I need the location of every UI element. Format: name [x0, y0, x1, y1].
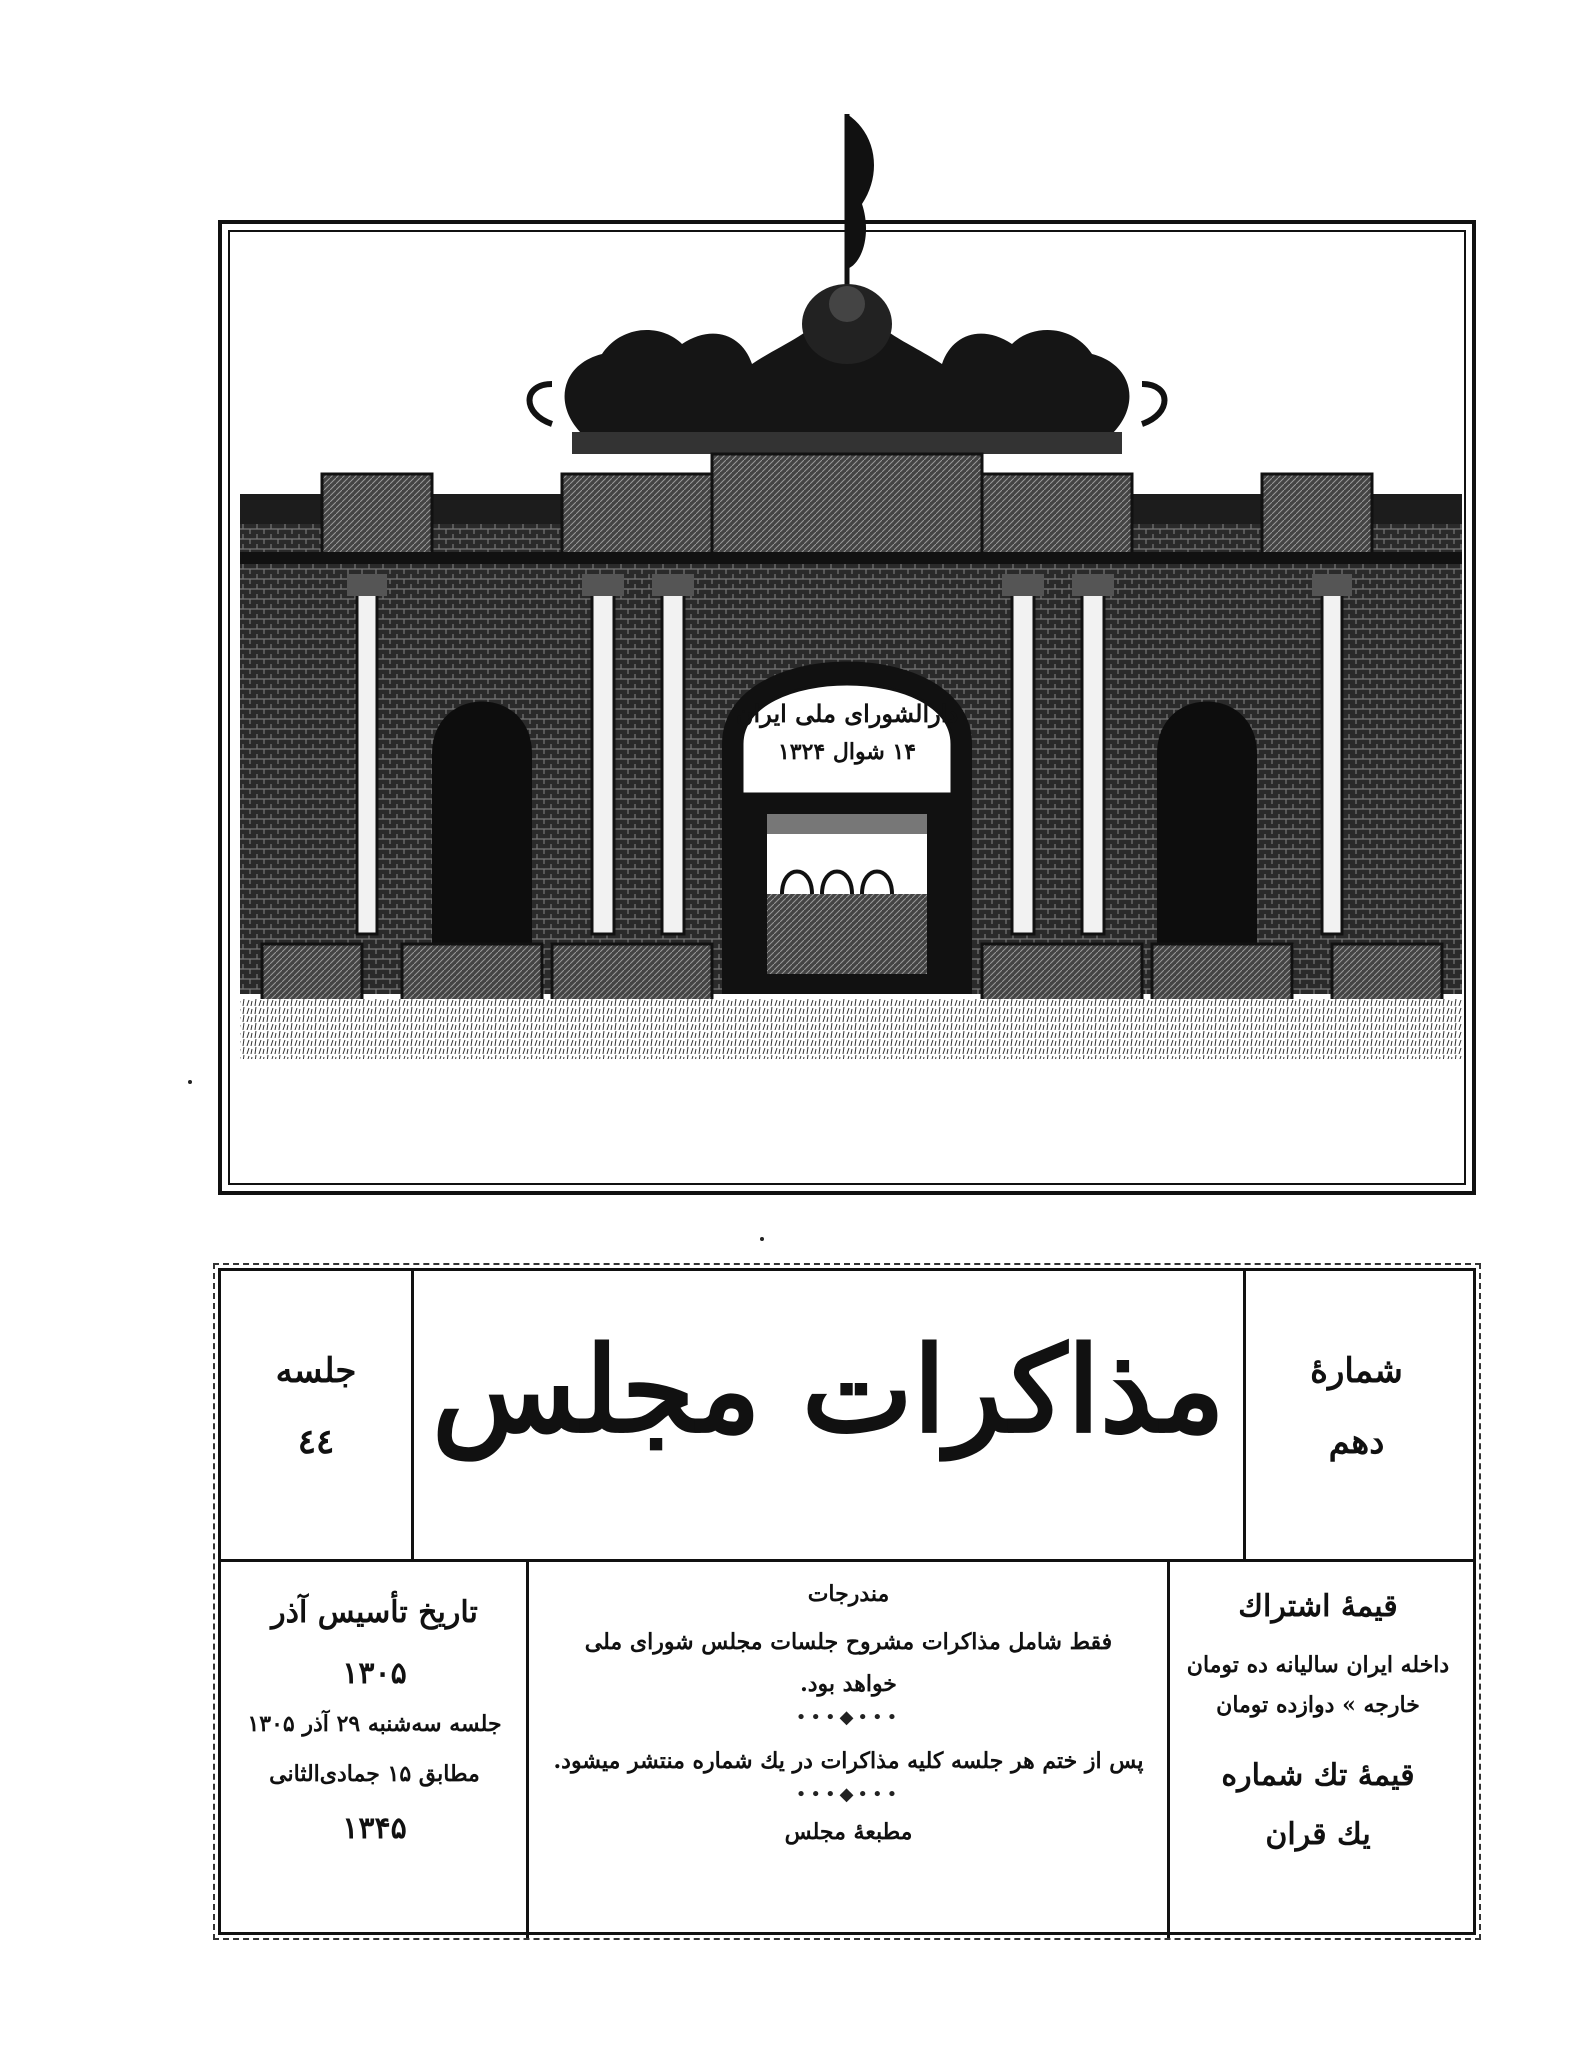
masthead-table — [218, 1268, 1476, 1935]
contents-heading: مندرجات — [807, 1581, 890, 1607]
session-value: ٤٤ — [297, 1421, 335, 1462]
price-heading: قیمهٔ اشتراك — [1238, 1589, 1398, 1624]
gate-inscription-line2: ۱۴ شوال ۱۳۲۴ — [777, 739, 917, 765]
session-date: جلسه سه‌شنبه ۲۹ آذر ۱۳۰۵ — [247, 1711, 502, 1737]
gate-illustration — [222, 94, 1480, 1199]
issue-label: شمارهٔ — [1310, 1351, 1403, 1391]
contents-line2: خواهد بود. — [800, 1671, 897, 1697]
price-domestic: داخله ایران سالیانه ده تومان — [1186, 1652, 1450, 1678]
ornament-divider-2: •••◆••• — [795, 1784, 902, 1805]
parliament-gate-engraving — [218, 220, 1476, 1195]
single-issue-value: یك قران — [1265, 1817, 1371, 1852]
gate-inscription-line1: دارالشورای ملی ایران — [735, 699, 959, 728]
inner-courtyard — [767, 814, 927, 974]
session-number-box — [221, 1271, 411, 1561]
title-box — [411, 1271, 1246, 1561]
crown-lions-ornament — [530, 284, 1165, 454]
ground — [240, 999, 1462, 1059]
hijri-year: ۱۳۴۵ — [342, 1811, 407, 1846]
contents-line1: فقط شامل مذاکرات مشروح جلسات مجلس شورای ملی — [584, 1629, 1113, 1655]
session-label: جلسه — [275, 1351, 357, 1391]
cornice — [240, 454, 1462, 564]
right-niche — [1157, 702, 1257, 955]
contents-box — [528, 1561, 1169, 1938]
founded-label: تاریخ تأسیس آذر — [271, 1595, 478, 1630]
issue-number-box — [1240, 1271, 1473, 1561]
issue-value: دهم — [1328, 1421, 1385, 1462]
subscription-price-box — [1163, 1561, 1473, 1938]
flag — [847, 114, 874, 269]
left-niche — [432, 702, 532, 955]
hijri-label: مطابق ۱۵ جمادی‌الثانی — [269, 1761, 480, 1787]
printer-name: مطبعهٔ مجلس — [784, 1819, 913, 1845]
single-issue-heading: قیمهٔ تك شماره — [1221, 1758, 1415, 1793]
price-foreign: خارجه » دوازده تومان — [1216, 1692, 1420, 1718]
newspaper-title: مذاکرات مجلس — [431, 1320, 1226, 1459]
dates-box — [221, 1561, 528, 1938]
contents-line3: پس از ختم هر جلسه کلیه مذاکرات در یك شماره منتشر میشود. — [553, 1748, 1144, 1774]
ornament-divider: •••◆••• — [795, 1707, 902, 1728]
founded-year: ۱۳۰۵ — [342, 1656, 407, 1691]
